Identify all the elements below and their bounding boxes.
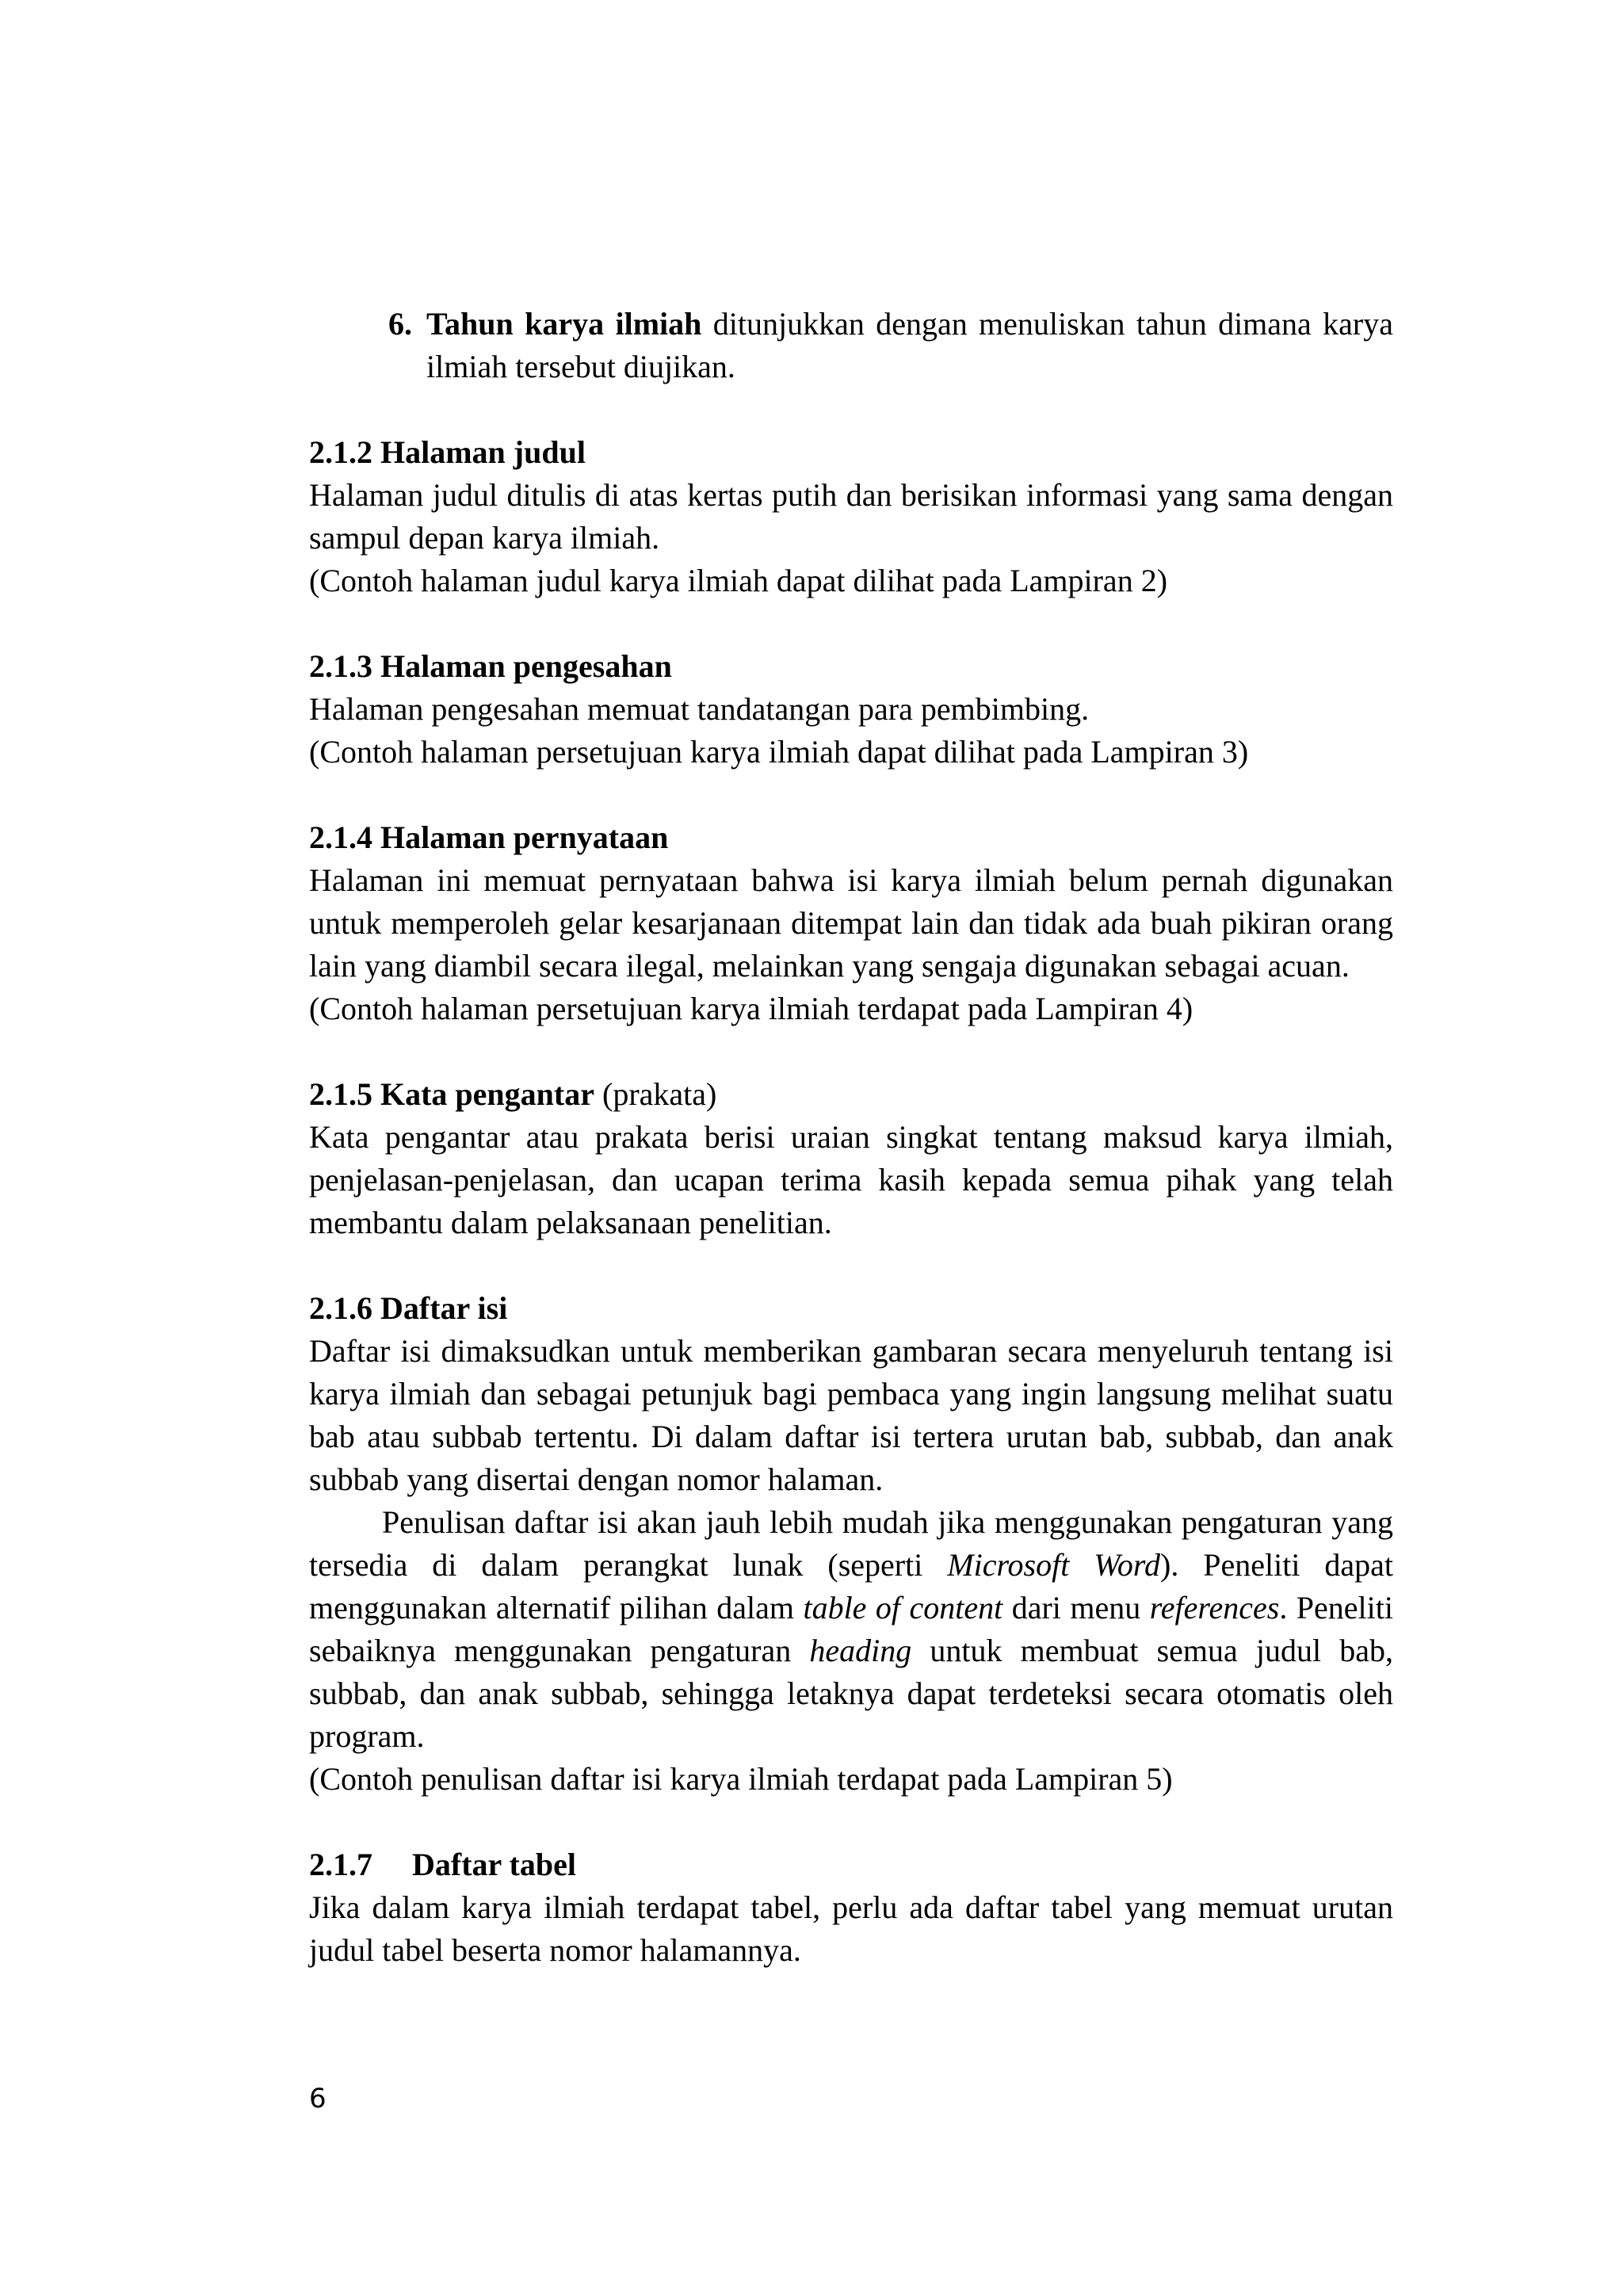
section-halaman-pengesahan xyxy=(309,645,1393,774)
example-note: (Contoh halaman persetujuan karya ilmiah terdapat pada Lampiran 4) xyxy=(309,991,1193,1026)
section-number: 2.1.4 xyxy=(309,819,372,855)
section-title: Daftar tabel xyxy=(412,1847,576,1882)
page-number: 6 xyxy=(309,2083,327,2115)
paragraph: Jika dalam karya ilmiah terdapat tabel, perlu ada daftar tabel yang memuat urutan judul tabel beserta nomor halamannya. xyxy=(309,1889,1393,1968)
section-daftar-isi xyxy=(309,1287,1393,1801)
section-heading xyxy=(309,1287,1393,1330)
italic-term: Microsoft Word xyxy=(947,1547,1160,1583)
paragraph: Halaman judul ditulis di atas kertas putih dan berisikan informasi yang sama dengan sampul depan karya ilmiah. xyxy=(309,477,1393,556)
section-number: 2.1.3 xyxy=(309,648,372,684)
paragraph: Halaman ini memuat pernyataan bahwa isi karya ilmiah belum pernah digunakan untuk memperoleh gelar kesarjanaan ditempat lain dan tidak ada buah pikiran orang lain yang diambil secara ilegal, melainkan yang sengaja digunakan sebagai acuan. xyxy=(309,862,1393,984)
list-item-term: Tahun karya ilmiah xyxy=(426,306,702,342)
paragraph: Halaman pengesahan memuat tandatangan para pembimbing. xyxy=(309,691,1090,727)
paragraph: Kata pengantar atau prakata berisi uraian singkat tentang maksud karya ilmiah, penjelasan-penjelasan, dan ucapan terima kasih kepada semua pihak yang telah membantu dalam pelaksanaan penelitian. xyxy=(309,1119,1393,1240)
italic-term: table of content xyxy=(803,1590,1003,1626)
italic-term: references xyxy=(1149,1590,1280,1626)
section-number: 2.1.7 xyxy=(309,1847,372,1882)
indented-paragraph xyxy=(309,1501,1393,1758)
example-note: (Contoh halaman persetujuan karya ilmiah dapat dilihat pada Lampiran 3) xyxy=(309,734,1249,770)
section-daftar-tabel xyxy=(309,1843,1393,1972)
italic-term: heading xyxy=(809,1633,912,1668)
paragraph: Daftar isi dimaksudkan untuk memberikan gambaran secara menyeluruh tentang isi karya ilmiah dan sebagai petunjuk bagi pembaca yang ingin langsung melihat suatu bab atau subbab tertentu. Di dalam daftar isi tertera urutan bab, subbab, dan anak subbab yang disertai dengan nomor halaman. xyxy=(309,1333,1393,1497)
text-run: . Peneliti sebaiknya menggunakan pengaturan xyxy=(309,1590,1394,1668)
section-halaman-pernyataan xyxy=(309,816,1393,1030)
text-run: untuk membuat semua judul bab, subbab, dan anak subbab, sehingga letaknya dapat terdeteksi secara otomatis oleh program. xyxy=(309,1633,1393,1754)
section-heading xyxy=(309,816,1393,859)
text-run: Penulisan daftar isi akan jauh lebih mudah jika menggunakan pengaturan yang tersedia di dalam perangkat lunak (seperti xyxy=(309,1504,1393,1583)
list-item-6 xyxy=(309,303,1393,388)
section-title: Daftar isi xyxy=(380,1290,508,1326)
list-item-text: ditunjukkan dengan menuliskan tahun dimana karya ilmiah tersebut diujikan. xyxy=(426,306,1393,384)
section-heading xyxy=(309,1843,1393,1886)
page-content xyxy=(309,303,1393,1972)
list-item-number: 6. xyxy=(388,306,412,342)
section-title: Kata pengantar xyxy=(380,1076,594,1112)
example-note: (Contoh penulisan daftar isi karya ilmiah terdapat pada Lampiran 5) xyxy=(309,1761,1173,1797)
section-heading xyxy=(309,645,1393,688)
section-number: 2.1.5 xyxy=(309,1076,372,1112)
section-number: 2.1.6 xyxy=(309,1290,372,1326)
section-title-suffix: (prakata) xyxy=(594,1076,717,1112)
section-number: 2.1.2 xyxy=(309,434,372,470)
example-note: (Contoh halaman judul karya ilmiah dapat dilihat pada Lampiran 2) xyxy=(309,563,1168,598)
section-heading xyxy=(309,1073,1393,1116)
section-title: Halaman judul xyxy=(380,434,586,470)
section-heading xyxy=(309,431,1393,474)
text-run: ). Peneliti dapat menggunakan alternatif pilihan dalam xyxy=(309,1547,1393,1626)
section-halaman-judul xyxy=(309,431,1393,602)
section-title: Halaman pernyataan xyxy=(380,819,669,855)
text-run: dari menu xyxy=(1002,1590,1150,1626)
section-title: Halaman pengesahan xyxy=(380,648,672,684)
section-kata-pengantar xyxy=(309,1073,1393,1244)
